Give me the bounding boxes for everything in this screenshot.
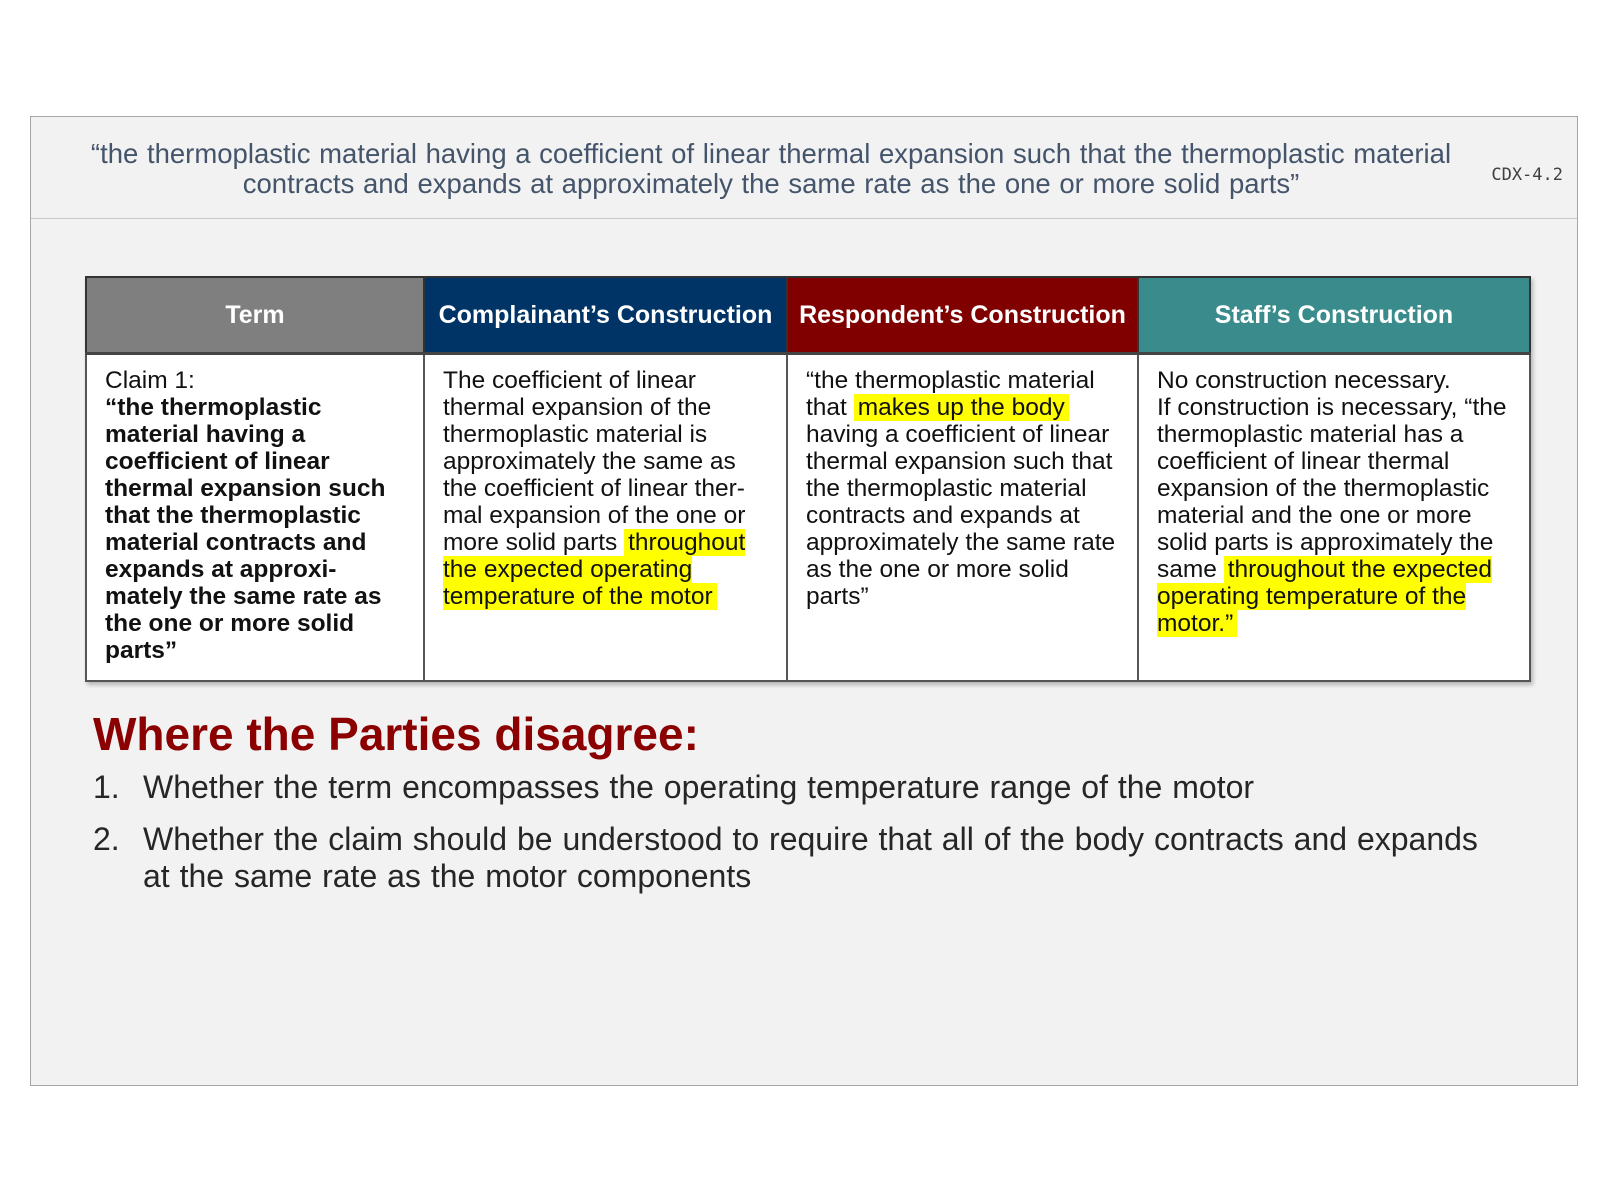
table-header-row bbox=[86, 277, 1530, 354]
disagreement-heading: Where the Parties disagree: bbox=[93, 708, 699, 760]
cell-staff bbox=[1138, 354, 1530, 682]
complainant-text: The coefficient of linear thermal expansion of the thermoplastic material is approximately the same as the coefficient of linear ther-mal expansion of the one or more solid parts bbox=[443, 367, 746, 556]
list-item bbox=[93, 769, 1493, 806]
staff-text: If construction is necessary, “the thermoplastic material has a coefficient of linear thermal expansion of the thermoplastic material and the one or more solid parts is approximately the same bbox=[1157, 394, 1507, 583]
list-item-text: Whether the claim should be understood to require that all of the body contracts and expands at the same rate as the motor components bbox=[143, 821, 1478, 894]
list-item bbox=[93, 821, 1493, 895]
table-row bbox=[86, 354, 1530, 682]
complainant-highlight: throughout the expected operating temperature of the motor bbox=[443, 529, 746, 610]
claim-quote: “the thermoplastic material having a coefficient of linear thermal expansion such that the thermoplastic material contracts and expands at approximately the same rate as the one or more solid parts” bbox=[90, 138, 1452, 199]
respondent-highlight: makes up the body bbox=[854, 394, 1069, 421]
disagreement-list bbox=[93, 769, 1493, 910]
staff-highlight: throughout the expected operating temperature of the motor.” bbox=[1157, 556, 1492, 637]
list-item-number: 1. bbox=[93, 769, 120, 805]
staff-line-1: No construction necessary. bbox=[1157, 367, 1451, 394]
header-staff-construction: Staff’s Construction bbox=[1138, 277, 1530, 354]
respondent-text-after: having a coefficient of linear thermal expansion such that the thermoplastic material contracts and expands at approximately the same rate as the one or more solid parts” bbox=[806, 421, 1116, 610]
header-respondent-construction: Respondent’s Construction bbox=[787, 277, 1138, 354]
exhibit-id: CDX-4.2 bbox=[1491, 165, 1563, 185]
cell-complainant bbox=[424, 354, 787, 682]
claim-quote-header bbox=[31, 117, 1577, 219]
list-item-text: Whether the term encompasses the operating temperature range of the motor bbox=[143, 769, 1255, 805]
respondent-text-before: “the thermoplastic material that bbox=[806, 367, 1095, 421]
header-complainant-construction: Complainant’s Construction bbox=[424, 277, 787, 354]
claim-term-text: “the thermoplastic material having a coefficient of linear thermal expansion such that the thermoplastic material contracts and expands at approxi-mately the same rate as the one or more solid parts” bbox=[105, 394, 386, 664]
cell-term bbox=[86, 354, 424, 682]
claim-label: Claim 1: bbox=[105, 367, 195, 394]
slide bbox=[30, 116, 1578, 1086]
header-term: Term bbox=[86, 277, 424, 354]
list-item-number: 2. bbox=[93, 821, 120, 857]
claim-construction-table bbox=[85, 276, 1531, 682]
cell-respondent bbox=[787, 354, 1138, 682]
